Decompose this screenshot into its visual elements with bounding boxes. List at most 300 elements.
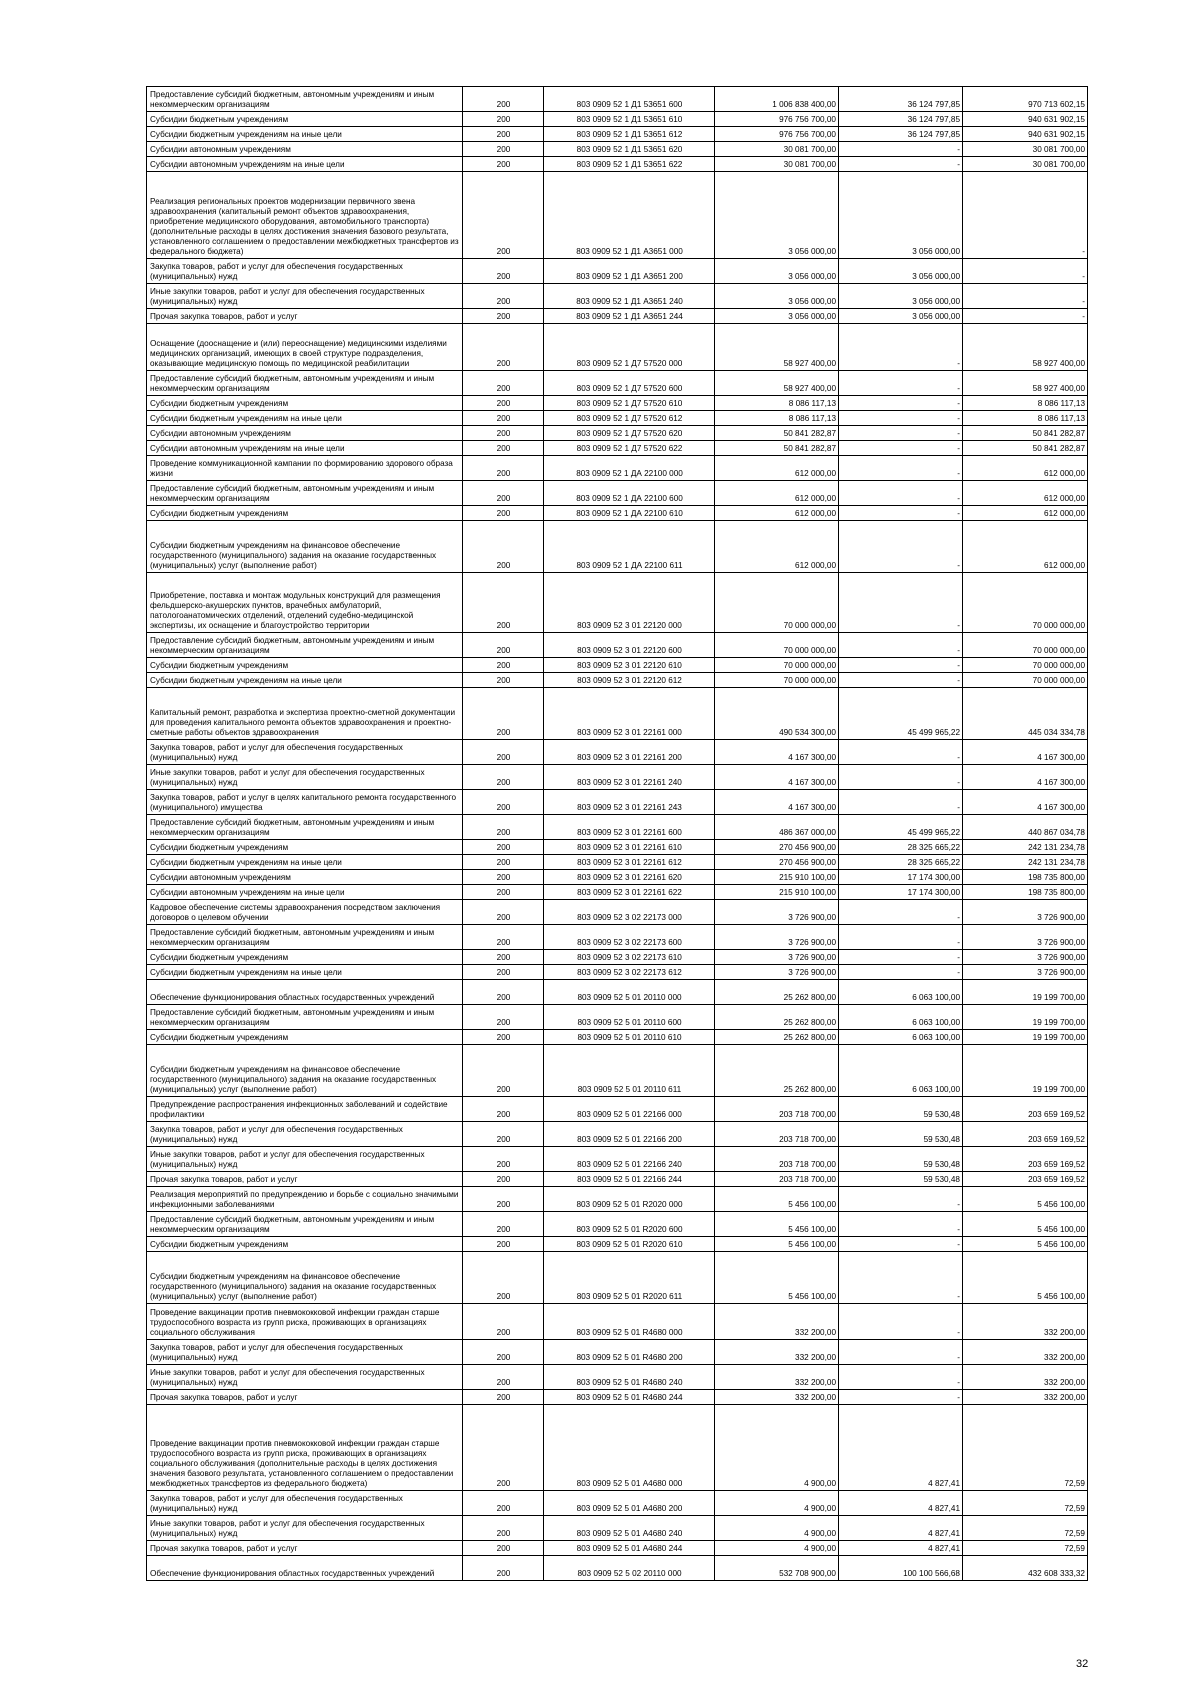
- table-row: [147, 1147, 1088, 1172]
- row-classification-cell: 803 0909 52 5 01 22166 240: [544, 1147, 715, 1172]
- table-row: [147, 1097, 1088, 1122]
- row-unexecuted-amount-cell: 4 167 300,00: [963, 790, 1088, 815]
- row-name-cell: Закупка товаров, работ и услуг в целях капитального ремонта государственного (муниципального) имущества: [147, 790, 463, 815]
- row-approved-amount-cell: 612 000,00: [715, 521, 839, 573]
- table-row: [147, 633, 1088, 658]
- row-name-cell: Субсидии бюджетным учреждениям на иные цели: [147, 673, 463, 688]
- row-executed-amount-cell: -: [839, 1390, 963, 1405]
- row-unexecuted-amount-cell: 242 131 234,78: [963, 840, 1088, 855]
- table-row: [147, 1172, 1088, 1187]
- row-code-cell: 200: [463, 1340, 544, 1365]
- row-classification-cell: 803 0909 52 5 01 20110 611: [544, 1045, 715, 1097]
- table-row: [147, 965, 1088, 980]
- row-classification-cell: 803 0909 52 3 01 22161 612: [544, 855, 715, 870]
- row-code-cell: 200: [463, 1516, 544, 1541]
- row-executed-amount-cell: -: [839, 1187, 963, 1212]
- table-row: [147, 1405, 1088, 1491]
- table-row: [147, 1122, 1088, 1147]
- row-approved-amount-cell: 5 456 100,00: [715, 1187, 839, 1212]
- row-unexecuted-amount-cell: 5 456 100,00: [963, 1212, 1088, 1237]
- row-approved-amount-cell: 490 534 300,00: [715, 688, 839, 740]
- row-executed-amount-cell: 3 056 000,00: [839, 309, 963, 324]
- row-name-cell: Иные закупки товаров, работ и услуг для обеспечения государственных (муниципальных) нужд: [147, 1147, 463, 1172]
- row-classification-cell: 803 0909 52 1 Д1 53651 622: [544, 157, 715, 172]
- row-approved-amount-cell: 4 900,00: [715, 1405, 839, 1491]
- table-row: [147, 324, 1088, 371]
- table-row: [147, 411, 1088, 426]
- row-unexecuted-amount-cell: 612 000,00: [963, 481, 1088, 506]
- row-classification-cell: 803 0909 52 3 01 22161 200: [544, 740, 715, 765]
- row-executed-amount-cell: -: [839, 411, 963, 426]
- table-row: [147, 1212, 1088, 1237]
- row-code-cell: 200: [463, 1045, 544, 1097]
- row-code-cell: 200: [463, 765, 544, 790]
- row-approved-amount-cell: 612 000,00: [715, 506, 839, 521]
- table-row: [147, 112, 1088, 127]
- table-row: [147, 172, 1088, 259]
- row-classification-cell: 803 0909 52 3 01 22161 622: [544, 885, 715, 900]
- row-name-cell: Субсидии автономным учреждениям на иные цели: [147, 441, 463, 456]
- row-unexecuted-amount-cell: 30 081 700,00: [963, 142, 1088, 157]
- row-code-cell: 200: [463, 112, 544, 127]
- row-code-cell: 200: [463, 1541, 544, 1556]
- row-name-cell: Прочая закупка товаров, работ и услуг: [147, 1541, 463, 1556]
- table-row: [147, 1491, 1088, 1516]
- row-classification-cell: 803 0909 52 1 Д7 57520 612: [544, 411, 715, 426]
- row-name-cell: Предоставление субсидий бюджетным, автономным учреждениям и иным некоммерческим организациям: [147, 481, 463, 506]
- row-unexecuted-amount-cell: 4 167 300,00: [963, 765, 1088, 790]
- row-unexecuted-amount-cell: 5 456 100,00: [963, 1237, 1088, 1252]
- row-code-cell: 200: [463, 309, 544, 324]
- row-code-cell: 200: [463, 259, 544, 284]
- row-classification-cell: 803 0909 52 3 01 22120 600: [544, 633, 715, 658]
- row-classification-cell: 803 0909 52 1 Д1 А3651 240: [544, 284, 715, 309]
- row-classification-cell: 803 0909 52 5 01 22166 000: [544, 1097, 715, 1122]
- row-classification-cell: 803 0909 52 5 01 20110 610: [544, 1030, 715, 1045]
- row-executed-amount-cell: 3 056 000,00: [839, 284, 963, 309]
- row-unexecuted-amount-cell: 3 726 900,00: [963, 965, 1088, 980]
- row-name-cell: Субсидии бюджетным учреждениям на иные цели: [147, 855, 463, 870]
- row-name-cell: Субсидии бюджетным учреждениям на иные цели: [147, 965, 463, 980]
- row-executed-amount-cell: 4 827,41: [839, 1491, 963, 1516]
- table-row: [147, 573, 1088, 633]
- table-row: [147, 456, 1088, 481]
- row-executed-amount-cell: -: [839, 900, 963, 925]
- row-executed-amount-cell: -: [839, 481, 963, 506]
- row-unexecuted-amount-cell: 332 200,00: [963, 1304, 1088, 1340]
- page-number: 32: [1076, 1658, 1089, 1670]
- row-executed-amount-cell: 6 063 100,00: [839, 980, 963, 1005]
- row-name-cell: Предоставление субсидий бюджетным, автономным учреждениям и иным некоммерческим организациям: [147, 87, 463, 112]
- row-approved-amount-cell: 30 081 700,00: [715, 142, 839, 157]
- row-unexecuted-amount-cell: 72,59: [963, 1541, 1088, 1556]
- row-approved-amount-cell: 4 900,00: [715, 1541, 839, 1556]
- row-classification-cell: 803 0909 52 5 01 20110 600: [544, 1005, 715, 1030]
- row-executed-amount-cell: 59 530,48: [839, 1172, 963, 1187]
- row-unexecuted-amount-cell: 612 000,00: [963, 506, 1088, 521]
- row-approved-amount-cell: 612 000,00: [715, 456, 839, 481]
- table-row: [147, 925, 1088, 950]
- row-unexecuted-amount-cell: 203 659 169,52: [963, 1147, 1088, 1172]
- row-unexecuted-amount-cell: 8 086 117,13: [963, 411, 1088, 426]
- table-row: [147, 1304, 1088, 1340]
- table-row: [147, 284, 1088, 309]
- row-code-cell: 200: [463, 1122, 544, 1147]
- row-classification-cell: 803 0909 52 5 01 R2020 000: [544, 1187, 715, 1212]
- row-code-cell: 200: [463, 1187, 544, 1212]
- row-approved-amount-cell: 4 167 300,00: [715, 790, 839, 815]
- row-unexecuted-amount-cell: 3 726 900,00: [963, 950, 1088, 965]
- row-name-cell: Предоставление субсидий бюджетным, автономным учреждениям и иным некоммерческим организациям: [147, 815, 463, 840]
- row-executed-amount-cell: 28 325 665,22: [839, 855, 963, 870]
- row-unexecuted-amount-cell: 203 659 169,52: [963, 1122, 1088, 1147]
- table-row: [147, 309, 1088, 324]
- row-executed-amount-cell: 3 056 000,00: [839, 172, 963, 259]
- row-code-cell: 200: [463, 573, 544, 633]
- row-classification-cell: 803 0909 52 3 01 22161 610: [544, 840, 715, 855]
- row-unexecuted-amount-cell: 72,59: [963, 1516, 1088, 1541]
- row-classification-cell: 803 0909 52 1 Д1 53651 612: [544, 127, 715, 142]
- row-name-cell: Проведение вакцинации против пневмококковой инфекции граждан старше трудоспособного возраста из групп риска, проживающих в организациях социального обслуживания: [147, 1304, 463, 1340]
- row-name-cell: Субсидии бюджетным учреждениям: [147, 950, 463, 965]
- row-code-cell: 200: [463, 1005, 544, 1030]
- row-executed-amount-cell: -: [839, 740, 963, 765]
- row-name-cell: Закупка товаров, работ и услуг для обеспечения государственных (муниципальных) нужд: [147, 1122, 463, 1147]
- row-name-cell: Прочая закупка товаров, работ и услуг: [147, 309, 463, 324]
- row-unexecuted-amount-cell: 3 726 900,00: [963, 925, 1088, 950]
- row-classification-cell: 803 0909 52 1 Д7 57520 610: [544, 396, 715, 411]
- table-row: [147, 506, 1088, 521]
- table-row: [147, 441, 1088, 456]
- row-code-cell: 200: [463, 1491, 544, 1516]
- row-name-cell: Иные закупки товаров, работ и услуг для обеспечения государственных (муниципальных) нужд: [147, 1365, 463, 1390]
- row-name-cell: Проведение вакцинации против пневмококковой инфекции граждан старше трудоспособного возраста из групп риска, проживающих в организациях социального обслуживания (дополнительные расходы в целях достижения значения базового результата, установленного соглашением о предоставлении межбюджетных трансфертов из федерального бюджета): [147, 1405, 463, 1491]
- row-executed-amount-cell: 4 827,41: [839, 1516, 963, 1541]
- row-approved-amount-cell: 70 000 000,00: [715, 633, 839, 658]
- row-classification-cell: 803 0909 52 5 01 22166 244: [544, 1172, 715, 1187]
- row-code-cell: 200: [463, 740, 544, 765]
- row-approved-amount-cell: 30 081 700,00: [715, 157, 839, 172]
- row-approved-amount-cell: 3 056 000,00: [715, 172, 839, 259]
- row-classification-cell: 803 0909 52 3 01 22161 240: [544, 765, 715, 790]
- row-approved-amount-cell: 976 756 700,00: [715, 112, 839, 127]
- row-classification-cell: 803 0909 52 1 Д7 57520 600: [544, 371, 715, 396]
- row-unexecuted-amount-cell: 70 000 000,00: [963, 573, 1088, 633]
- row-executed-amount-cell: 4 827,41: [839, 1541, 963, 1556]
- row-classification-cell: 803 0909 52 1 Д1 А3651 244: [544, 309, 715, 324]
- table-row: [147, 481, 1088, 506]
- row-classification-cell: 803 0909 52 1 ДА 22100 610: [544, 506, 715, 521]
- row-unexecuted-amount-cell: 58 927 400,00: [963, 324, 1088, 371]
- row-code-cell: 200: [463, 965, 544, 980]
- row-approved-amount-cell: 1 006 838 400,00: [715, 87, 839, 112]
- row-classification-cell: 803 0909 52 3 01 22161 620: [544, 870, 715, 885]
- row-approved-amount-cell: 4 167 300,00: [715, 765, 839, 790]
- row-name-cell: Субсидии бюджетным учреждениям на иные цели: [147, 127, 463, 142]
- row-unexecuted-amount-cell: 612 000,00: [963, 456, 1088, 481]
- row-code-cell: 200: [463, 1147, 544, 1172]
- row-code-cell: 200: [463, 658, 544, 673]
- row-executed-amount-cell: -: [839, 456, 963, 481]
- row-approved-amount-cell: 203 718 700,00: [715, 1122, 839, 1147]
- row-approved-amount-cell: 3 056 000,00: [715, 284, 839, 309]
- row-classification-cell: 803 0909 52 3 01 22120 610: [544, 658, 715, 673]
- row-approved-amount-cell: 25 262 800,00: [715, 980, 839, 1005]
- table-row: [147, 157, 1088, 172]
- table-row: [147, 790, 1088, 815]
- row-code-cell: 200: [463, 456, 544, 481]
- table-row: [147, 815, 1088, 840]
- table-row: [147, 1390, 1088, 1405]
- row-approved-amount-cell: 3 726 900,00: [715, 965, 839, 980]
- row-code-cell: 200: [463, 1390, 544, 1405]
- row-approved-amount-cell: 215 910 100,00: [715, 870, 839, 885]
- table-row: [147, 396, 1088, 411]
- row-unexecuted-amount-cell: 5 456 100,00: [963, 1252, 1088, 1304]
- row-approved-amount-cell: 70 000 000,00: [715, 673, 839, 688]
- row-name-cell: Закупка товаров, работ и услуг для обеспечения государственных (муниципальных) нужд: [147, 1491, 463, 1516]
- row-executed-amount-cell: -: [839, 658, 963, 673]
- row-classification-cell: 803 0909 52 3 01 22120 612: [544, 673, 715, 688]
- row-unexecuted-amount-cell: 19 199 700,00: [963, 1005, 1088, 1030]
- row-classification-cell: 803 0909 52 3 01 22161 000: [544, 688, 715, 740]
- row-executed-amount-cell: -: [839, 142, 963, 157]
- row-unexecuted-amount-cell: -: [963, 284, 1088, 309]
- row-code-cell: 200: [463, 506, 544, 521]
- row-code-cell: 200: [463, 1212, 544, 1237]
- row-name-cell: Субсидии автономным учреждениям: [147, 870, 463, 885]
- row-executed-amount-cell: 6 063 100,00: [839, 1005, 963, 1030]
- row-name-cell: Субсидии бюджетным учреждениям на финансовое обеспечение государственного (муниципального) задания на оказание государственных (муниципальных) услуг (выполнение работ): [147, 521, 463, 573]
- table-row: [147, 1252, 1088, 1304]
- row-unexecuted-amount-cell: 72,59: [963, 1491, 1088, 1516]
- row-classification-cell: 803 0909 52 5 02 20110 000: [544, 1556, 715, 1581]
- row-code-cell: 200: [463, 172, 544, 259]
- row-unexecuted-amount-cell: -: [963, 309, 1088, 324]
- row-name-cell: Предоставление субсидий бюджетным, автономным учреждениям и иным некоммерческим организациям: [147, 925, 463, 950]
- table-row: [147, 1030, 1088, 1045]
- row-unexecuted-amount-cell: 940 631 902,15: [963, 127, 1088, 142]
- row-approved-amount-cell: 976 756 700,00: [715, 127, 839, 142]
- row-approved-amount-cell: 4 900,00: [715, 1491, 839, 1516]
- row-executed-amount-cell: 36 124 797,85: [839, 112, 963, 127]
- row-approved-amount-cell: 332 200,00: [715, 1365, 839, 1390]
- row-classification-cell: 803 0909 52 5 01 R2020 611: [544, 1252, 715, 1304]
- row-executed-amount-cell: -: [839, 965, 963, 980]
- row-approved-amount-cell: 612 000,00: [715, 481, 839, 506]
- table-row: [147, 87, 1088, 112]
- row-classification-cell: 803 0909 52 3 02 22173 610: [544, 950, 715, 965]
- table-row: [147, 885, 1088, 900]
- row-unexecuted-amount-cell: 332 200,00: [963, 1340, 1088, 1365]
- row-name-cell: Субсидии бюджетным учреждениям: [147, 396, 463, 411]
- row-code-cell: 200: [463, 481, 544, 506]
- row-name-cell: Прочая закупка товаров, работ и услуг: [147, 1390, 463, 1405]
- row-classification-cell: 803 0909 52 5 01 R2020 600: [544, 1212, 715, 1237]
- row-executed-amount-cell: -: [839, 396, 963, 411]
- row-name-cell: Субсидии бюджетным учреждениям: [147, 506, 463, 521]
- row-unexecuted-amount-cell: -: [963, 172, 1088, 259]
- row-unexecuted-amount-cell: 3 726 900,00: [963, 900, 1088, 925]
- row-name-cell: Субсидии бюджетным учреждениям: [147, 658, 463, 673]
- row-approved-amount-cell: 3 056 000,00: [715, 309, 839, 324]
- row-unexecuted-amount-cell: 198 735 800,00: [963, 885, 1088, 900]
- row-classification-cell: 803 0909 52 3 02 22173 612: [544, 965, 715, 980]
- row-unexecuted-amount-cell: 50 841 282,87: [963, 441, 1088, 456]
- row-classification-cell: 803 0909 52 1 ДА 22100 000: [544, 456, 715, 481]
- row-name-cell: Оснащение (дооснащение и (или) переоснащение) медицинскими изделиями медицинских организаций, имеющих в своей структуре подразделения, оказывающие медицинскую помощь по медицинской реабилитации: [147, 324, 463, 371]
- row-classification-cell: 803 0909 52 3 01 22120 000: [544, 573, 715, 633]
- row-unexecuted-amount-cell: 70 000 000,00: [963, 673, 1088, 688]
- row-executed-amount-cell: 28 325 665,22: [839, 840, 963, 855]
- table-row: [147, 1516, 1088, 1541]
- row-classification-cell: 803 0909 52 5 01 R2020 610: [544, 1237, 715, 1252]
- table-row: [147, 1187, 1088, 1212]
- row-code-cell: 200: [463, 371, 544, 396]
- row-name-cell: Проведение коммуникационной кампании по формированию здорового образа жизни: [147, 456, 463, 481]
- row-executed-amount-cell: 59 530,48: [839, 1122, 963, 1147]
- row-classification-cell: 803 0909 52 5 01 R4680 240: [544, 1365, 715, 1390]
- row-code-cell: 200: [463, 396, 544, 411]
- row-unexecuted-amount-cell: 5 456 100,00: [963, 1187, 1088, 1212]
- row-name-cell: Субсидии бюджетным учреждениям: [147, 840, 463, 855]
- budget-execution-table: [146, 86, 1088, 1581]
- row-name-cell: Иные закупки товаров, работ и услуг для обеспечения государственных (муниципальных) нужд: [147, 1516, 463, 1541]
- row-executed-amount-cell: 17 174 300,00: [839, 885, 963, 900]
- table-row: [147, 426, 1088, 441]
- row-code-cell: 200: [463, 142, 544, 157]
- row-code-cell: 200: [463, 1252, 544, 1304]
- row-name-cell: Прочая закупка товаров, работ и услуг: [147, 1172, 463, 1187]
- row-unexecuted-amount-cell: 970 713 602,15: [963, 87, 1088, 112]
- row-code-cell: 200: [463, 1304, 544, 1340]
- row-code-cell: 200: [463, 980, 544, 1005]
- row-executed-amount-cell: -: [839, 1252, 963, 1304]
- table-row: [147, 855, 1088, 870]
- row-classification-cell: 803 0909 52 5 01 А4680 000: [544, 1405, 715, 1491]
- row-unexecuted-amount-cell: 72,59: [963, 1405, 1088, 1491]
- row-executed-amount-cell: 59 530,48: [839, 1147, 963, 1172]
- row-code-cell: 200: [463, 127, 544, 142]
- row-approved-amount-cell: 270 456 900,00: [715, 855, 839, 870]
- row-executed-amount-cell: -: [839, 1340, 963, 1365]
- row-unexecuted-amount-cell: 58 927 400,00: [963, 371, 1088, 396]
- row-approved-amount-cell: 25 262 800,00: [715, 1045, 839, 1097]
- row-classification-cell: 803 0909 52 3 02 22173 600: [544, 925, 715, 950]
- row-name-cell: Субсидии автономным учреждениям: [147, 426, 463, 441]
- row-executed-amount-cell: -: [839, 426, 963, 441]
- row-approved-amount-cell: 50 841 282,87: [715, 426, 839, 441]
- row-classification-cell: 803 0909 52 1 Д1 53651 620: [544, 142, 715, 157]
- row-classification-cell: 803 0909 52 5 01 А4680 200: [544, 1491, 715, 1516]
- row-executed-amount-cell: 36 124 797,85: [839, 127, 963, 142]
- row-name-cell: Субсидии бюджетным учреждениям: [147, 1030, 463, 1045]
- row-code-cell: 200: [463, 855, 544, 870]
- row-classification-cell: 803 0909 52 1 Д1 53651 610: [544, 112, 715, 127]
- table-row: [147, 142, 1088, 157]
- row-classification-cell: 803 0909 52 1 Д1 53651 600: [544, 87, 715, 112]
- row-approved-amount-cell: 332 200,00: [715, 1390, 839, 1405]
- row-name-cell: Предоставление субсидий бюджетным, автономным учреждениям и иным некоммерческим организациям: [147, 371, 463, 396]
- row-executed-amount-cell: -: [839, 1212, 963, 1237]
- row-approved-amount-cell: 8 086 117,13: [715, 396, 839, 411]
- row-approved-amount-cell: 3 726 900,00: [715, 925, 839, 950]
- row-approved-amount-cell: 215 910 100,00: [715, 885, 839, 900]
- row-executed-amount-cell: -: [839, 157, 963, 172]
- row-code-cell: 200: [463, 324, 544, 371]
- row-unexecuted-amount-cell: 332 200,00: [963, 1390, 1088, 1405]
- row-classification-cell: 803 0909 52 3 02 22173 000: [544, 900, 715, 925]
- table-row: [147, 900, 1088, 925]
- row-unexecuted-amount-cell: 432 608 333,32: [963, 1556, 1088, 1581]
- row-approved-amount-cell: 3 726 900,00: [715, 950, 839, 965]
- row-name-cell: Субсидии бюджетным учреждениям на иные цели: [147, 411, 463, 426]
- row-approved-amount-cell: 332 200,00: [715, 1340, 839, 1365]
- table-row: [147, 740, 1088, 765]
- row-name-cell: Предоставление субсидий бюджетным, автономным учреждениям и иным некоммерческим организациям: [147, 1005, 463, 1030]
- row-unexecuted-amount-cell: -: [963, 259, 1088, 284]
- row-name-cell: Предупреждение распространения инфекционных заболеваний и содействие профилактики: [147, 1097, 463, 1122]
- row-approved-amount-cell: 5 456 100,00: [715, 1252, 839, 1304]
- row-name-cell: Закупка товаров, работ и услуг для обеспечения государственных (муниципальных) нужд: [147, 259, 463, 284]
- table-row: [147, 840, 1088, 855]
- row-name-cell: Реализация региональных проектов модернизации первичного звена здравоохранения (капитальный ремонт объектов здравоохранения, приобретение медицинского оборудования, автомобильного транспорта) (дополнительные расходы в целях достижения значения базового результата, установленного соглашением о предоставлении межбюджетных трансфертов из федерального бюджета): [147, 172, 463, 259]
- row-unexecuted-amount-cell: 940 631 902,15: [963, 112, 1088, 127]
- row-classification-cell: 803 0909 52 5 01 R4680 000: [544, 1304, 715, 1340]
- row-code-cell: 200: [463, 1405, 544, 1491]
- row-executed-amount-cell: 4 827,41: [839, 1405, 963, 1491]
- row-unexecuted-amount-cell: 440 867 034,78: [963, 815, 1088, 840]
- row-approved-amount-cell: 8 086 117,13: [715, 411, 839, 426]
- row-approved-amount-cell: 203 718 700,00: [715, 1172, 839, 1187]
- row-code-cell: 200: [463, 925, 544, 950]
- row-executed-amount-cell: -: [839, 765, 963, 790]
- row-executed-amount-cell: -: [839, 925, 963, 950]
- table-row: [147, 950, 1088, 965]
- row-executed-amount-cell: -: [839, 1365, 963, 1390]
- row-name-cell: Обеспечение функционирования областных государственных учреждений: [147, 980, 463, 1005]
- table-row: [147, 1556, 1088, 1581]
- row-approved-amount-cell: 332 200,00: [715, 1304, 839, 1340]
- row-approved-amount-cell: 5 456 100,00: [715, 1212, 839, 1237]
- row-name-cell: Субсидии автономным учреждениям на иные цели: [147, 157, 463, 172]
- row-classification-cell: 803 0909 52 1 Д7 57520 622: [544, 441, 715, 456]
- row-code-cell: 200: [463, 950, 544, 965]
- row-unexecuted-amount-cell: 198 735 800,00: [963, 870, 1088, 885]
- table-row: [147, 980, 1088, 1005]
- row-unexecuted-amount-cell: 19 199 700,00: [963, 1045, 1088, 1097]
- table-row: [147, 1045, 1088, 1097]
- row-name-cell: Субсидии бюджетным учреждениям: [147, 1237, 463, 1252]
- row-executed-amount-cell: -: [839, 324, 963, 371]
- row-code-cell: 200: [463, 1365, 544, 1390]
- table-row: [147, 127, 1088, 142]
- table-row: [147, 1237, 1088, 1252]
- row-approved-amount-cell: 203 718 700,00: [715, 1147, 839, 1172]
- table-row: [147, 673, 1088, 688]
- row-approved-amount-cell: 50 841 282,87: [715, 441, 839, 456]
- row-classification-cell: 803 0909 52 5 01 22166 200: [544, 1122, 715, 1147]
- row-unexecuted-amount-cell: 19 199 700,00: [963, 1030, 1088, 1045]
- row-executed-amount-cell: 3 056 000,00: [839, 259, 963, 284]
- row-classification-cell: 803 0909 52 5 01 А4680 240: [544, 1516, 715, 1541]
- row-classification-cell: 803 0909 52 1 Д7 57520 620: [544, 426, 715, 441]
- row-name-cell: Реализация мероприятий по предупреждению и борьбе с социально значимыми инфекционными заболеваниями: [147, 1187, 463, 1212]
- row-classification-cell: 803 0909 52 5 01 А4680 244: [544, 1541, 715, 1556]
- row-approved-amount-cell: 270 456 900,00: [715, 840, 839, 855]
- row-approved-amount-cell: 4 167 300,00: [715, 740, 839, 765]
- table-row: [147, 521, 1088, 573]
